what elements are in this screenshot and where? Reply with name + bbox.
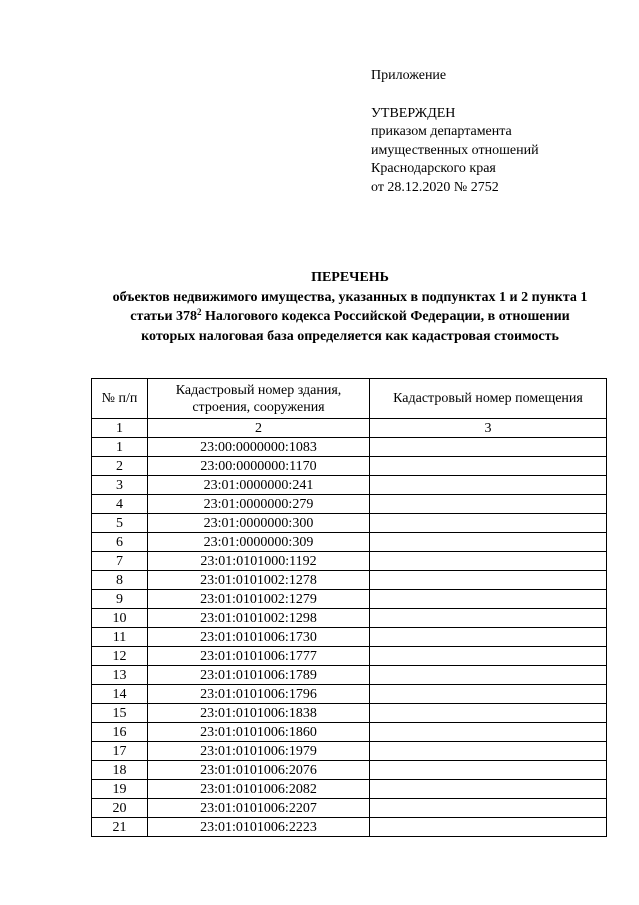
table-row — [92, 685, 607, 704]
table-row — [92, 476, 607, 495]
row-number-cell: 9 — [92, 590, 148, 609]
building-cadastral-cell: 23:01:0000000:241 — [148, 476, 370, 495]
table-row — [92, 666, 607, 685]
building-cadastral-cell: 23:01:0101002:1279 — [148, 590, 370, 609]
property-table — [91, 378, 607, 837]
title-line-3: которых налоговая база определяется как кадастровая стоимость — [141, 328, 559, 344]
department-line: имущественных отношений — [371, 142, 539, 158]
table-row — [92, 742, 607, 761]
premises-cadastral-cell — [370, 742, 607, 761]
building-cadastral-cell: 23:01:0101006:1730 — [148, 628, 370, 647]
premises-cadastral-cell — [370, 666, 607, 685]
premises-cadastral-cell — [370, 571, 607, 590]
table-row — [92, 533, 607, 552]
header-premises-cadastral: Кадастровый номер помещения — [370, 379, 607, 419]
building-cadastral-cell: 23:01:0101006:1789 — [148, 666, 370, 685]
row-number-cell: 12 — [92, 647, 148, 666]
header-number: № п/п — [92, 379, 148, 419]
premises-cadastral-cell — [370, 552, 607, 571]
approved-label: УТВЕРЖДЕН — [371, 105, 456, 121]
table-row — [92, 704, 607, 723]
row-number-cell: 3 — [92, 476, 148, 495]
row-number-cell: 5 — [92, 514, 148, 533]
row-number-cell: 15 — [92, 704, 148, 723]
premises-cadastral-cell — [370, 590, 607, 609]
row-number-cell: 8 — [92, 571, 148, 590]
premises-cadastral-cell — [370, 761, 607, 780]
row-number-cell: 1 — [92, 438, 148, 457]
row-number-cell: 20 — [92, 799, 148, 818]
premises-cadastral-cell — [370, 723, 607, 742]
premises-cadastral-cell — [370, 704, 607, 723]
table-body — [92, 438, 607, 837]
row-number-cell: 18 — [92, 761, 148, 780]
premises-cadastral-cell — [370, 476, 607, 495]
building-cadastral-cell: 23:01:0101006:2207 — [148, 799, 370, 818]
column-number: 2 — [148, 419, 370, 438]
table-row — [92, 571, 607, 590]
title-heading: ПЕРЕЧЕНЬ — [311, 270, 389, 285]
approval-block — [371, 67, 631, 197]
building-cadastral-cell: 23:01:0101006:1979 — [148, 742, 370, 761]
premises-cadastral-cell — [370, 780, 607, 799]
row-number-cell: 14 — [92, 685, 148, 704]
table-header — [92, 379, 607, 438]
premises-cadastral-cell — [370, 818, 607, 837]
column-number: 1 — [92, 419, 148, 438]
row-number-cell: 19 — [92, 780, 148, 799]
column-number: 3 — [370, 419, 607, 438]
title-line-1: объектов недвижимого имущества, указанных в подпунктах 1 и 2 пункта 1 — [112, 289, 588, 305]
document-title — [60, 268, 639, 346]
order-line: приказом департамента — [371, 124, 512, 139]
building-cadastral-cell: 23:01:0101006:1796 — [148, 685, 370, 704]
building-cadastral-cell: 23:01:0101006:2076 — [148, 761, 370, 780]
premises-cadastral-cell — [370, 533, 607, 552]
premises-cadastral-cell — [370, 609, 607, 628]
premises-cadastral-cell — [370, 799, 607, 818]
title-line-2-end: Налогового кодекса Российской Федерации, в отношении — [201, 309, 570, 324]
column-number-row — [92, 419, 607, 438]
building-cadastral-cell: 23:01:0000000:300 — [148, 514, 370, 533]
table-row — [92, 609, 607, 628]
premises-cadastral-cell — [370, 628, 607, 647]
order-date-line: от 28.12.2020 № 2752 — [371, 179, 499, 195]
table-row — [92, 818, 607, 837]
building-cadastral-cell: 23:01:0101006:1860 — [148, 723, 370, 742]
building-cadastral-cell: 23:01:0101002:1278 — [148, 571, 370, 590]
premises-cadastral-cell — [370, 514, 607, 533]
premises-cadastral-cell — [370, 457, 607, 476]
building-cadastral-cell: 23:01:0101000:1192 — [148, 552, 370, 571]
building-cadastral-cell: 23:01:0101006:1838 — [148, 704, 370, 723]
table-row — [92, 628, 607, 647]
table-row — [92, 780, 607, 799]
table-row — [92, 457, 607, 476]
premises-cadastral-cell — [370, 647, 607, 666]
header-building-cadastral: Кадастровый номер здания, строения, сооружения — [148, 379, 370, 419]
title-line-2-start: статьи 378 — [130, 309, 198, 324]
table-row — [92, 761, 607, 780]
building-cadastral-cell: 23:01:0000000:279 — [148, 495, 370, 514]
building-cadastral-cell: 23:01:0101006:2223 — [148, 818, 370, 837]
spacer — [371, 86, 631, 105]
table-row — [92, 438, 607, 457]
row-number-cell: 10 — [92, 609, 148, 628]
title-superscript: 2 — [197, 307, 202, 317]
table-row — [92, 514, 607, 533]
building-cadastral-cell: 23:01:0000000:309 — [148, 533, 370, 552]
building-cadastral-cell: 23:00:0000000:1083 — [148, 438, 370, 457]
building-cadastral-cell: 23:01:0101002:1298 — [148, 609, 370, 628]
building-cadastral-cell: 23:00:0000000:1170 — [148, 457, 370, 476]
row-number-cell: 17 — [92, 742, 148, 761]
appendix-label: Приложение — [371, 68, 447, 83]
table-row — [92, 552, 607, 571]
region-line: Краснодарского края — [371, 161, 496, 176]
row-number-cell: 21 — [92, 818, 148, 837]
building-cadastral-cell: 23:01:0101006:1777 — [148, 647, 370, 666]
premises-cadastral-cell — [370, 685, 607, 704]
row-number-cell: 11 — [92, 628, 148, 647]
premises-cadastral-cell — [370, 495, 607, 514]
title-line-2 — [60, 307, 639, 327]
row-number-cell: 4 — [92, 495, 148, 514]
building-cadastral-cell: 23:01:0101006:2082 — [148, 780, 370, 799]
table-row — [92, 590, 607, 609]
row-number-cell: 2 — [92, 457, 148, 476]
table-row — [92, 799, 607, 818]
premises-cadastral-cell — [370, 438, 607, 457]
row-number-cell: 16 — [92, 723, 148, 742]
row-number-cell: 7 — [92, 552, 148, 571]
row-number-cell: 6 — [92, 533, 148, 552]
table-row — [92, 495, 607, 514]
header-row — [92, 379, 607, 419]
row-number-cell: 13 — [92, 666, 148, 685]
table-row — [92, 723, 607, 742]
table-row — [92, 647, 607, 666]
